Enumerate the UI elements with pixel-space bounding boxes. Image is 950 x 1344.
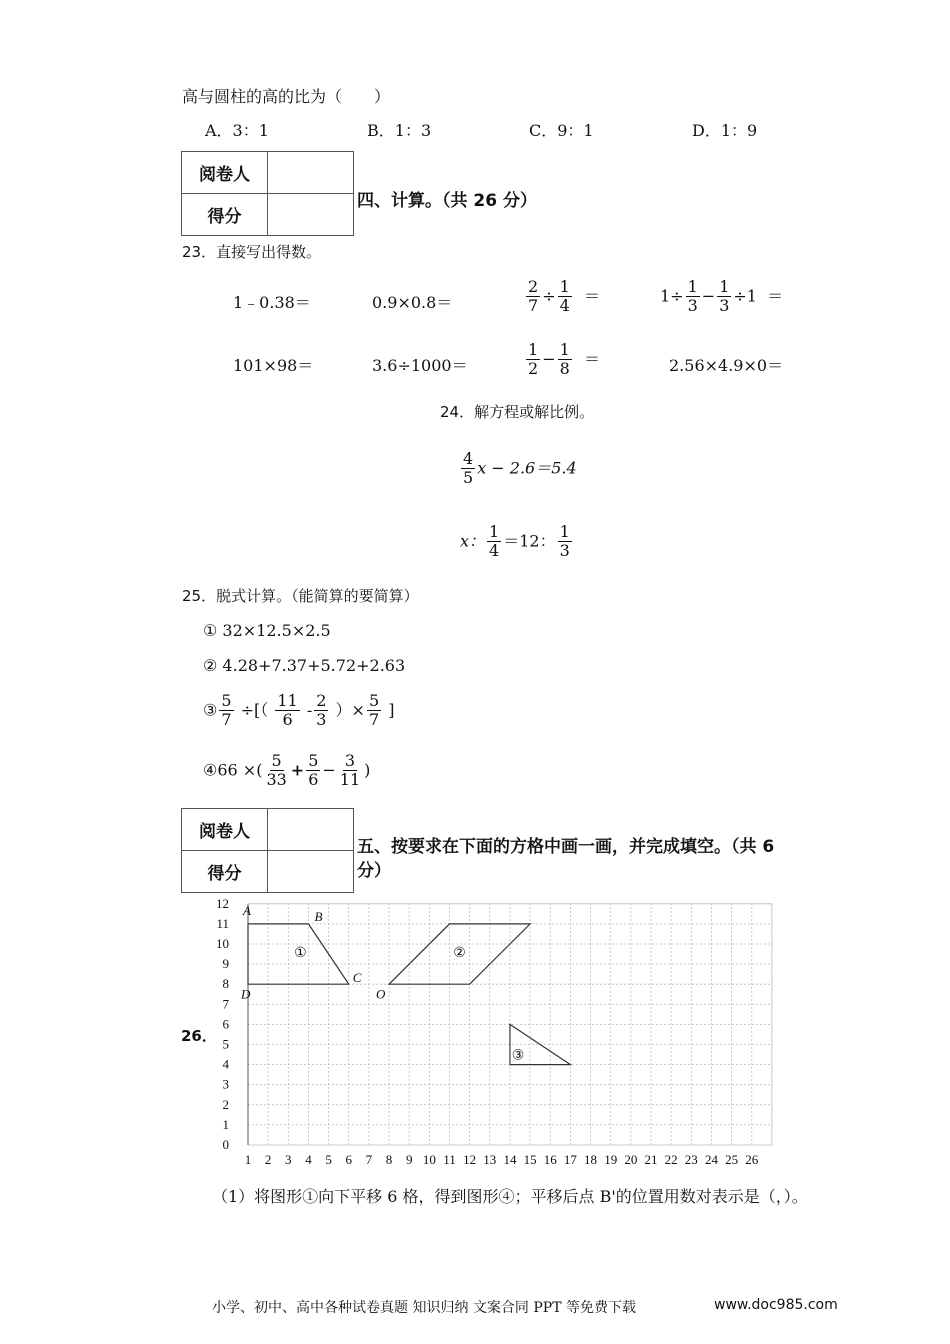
reviewer-cell[interactable] <box>268 152 354 194</box>
coordinate-grid <box>210 893 780 1173</box>
q22-option-d: D．1：9 <box>692 121 758 140</box>
x-tick-label: 22 <box>664 1152 678 1167</box>
x-tick-label: 10 <box>422 1152 436 1167</box>
y-tick-label: 9 <box>222 956 229 972</box>
x-tick-label: 18 <box>584 1152 598 1167</box>
q23-r1c2: 0.9×0.8＝ <box>372 293 453 312</box>
y-tick-label: 12 <box>216 895 229 911</box>
q24-prompt: 24．解方程或解比例。 <box>440 403 595 421</box>
reviewer-label: 阅卷人 <box>182 152 268 194</box>
score-box-1 <box>181 151 354 236</box>
q25-item-1: ① 32×12.5×2.5 <box>203 621 331 640</box>
q22-stem: 高与圆柱的高的比为（ ） <box>182 87 391 106</box>
q25-prompt: 25．脱式计算。（能简算的要简算） <box>182 587 419 605</box>
y-tick-label: 8 <box>222 976 229 992</box>
q22-option-a: A．3：1 <box>205 121 269 140</box>
y-tick-label: 7 <box>222 996 229 1012</box>
q23-r2c3: $\frac{1}{2}$ − $\frac{1}{8}$ ＝ <box>528 340 600 379</box>
x-tick-label: 15 <box>523 1152 537 1167</box>
x-tick-label: 6 <box>345 1152 352 1167</box>
x-tick-label: 21 <box>644 1152 658 1167</box>
section4-title: 四、计算。（共 26 分） <box>357 191 537 211</box>
q23-r2c2: 3.6÷1000＝ <box>372 356 468 375</box>
q25-item-3: ③ $\frac{5}{7}$ ÷[（ $\frac{11}{6}$ - $\frac{2}{3}$ ）× $\frac{5}{7}$ ] <box>203 691 395 730</box>
q23-r1c4: 1÷ $\frac{1}{3}$ − $\frac{1}{3}$ ÷1 ＝ <box>660 277 784 316</box>
q26-number: 26． <box>181 1027 217 1045</box>
section5-title-line2: 分） <box>357 861 391 881</box>
x-tick-label: 8 <box>385 1152 393 1167</box>
y-tick-label: 0 <box>222 1137 229 1152</box>
y-tick-label: 6 <box>222 1016 229 1032</box>
q24-equation-1: $\frac{4}{5}$ x − 2.6＝5.4 <box>463 449 577 488</box>
y-tick-label: 2 <box>222 1096 229 1112</box>
score-cell[interactable] <box>268 851 354 893</box>
y-tick-label: 5 <box>222 1036 229 1052</box>
x-tick-label: 24 <box>704 1152 718 1167</box>
y-tick-label: 4 <box>222 1056 229 1072</box>
x-tick-label: 11 <box>443 1152 456 1167</box>
section5-title-line1: 五、按要求在下面的方格中画一画，并完成填空。（共 6 <box>357 837 775 857</box>
y-tick-label: 11 <box>216 915 229 931</box>
vertex-b-label: B <box>314 908 323 924</box>
x-tick-label: 13 <box>483 1152 497 1167</box>
x-tick-label: 26 <box>745 1152 759 1167</box>
score-label: 得分 <box>182 194 268 236</box>
x-tick-label: 12 <box>463 1152 477 1167</box>
shape-1-label: ① <box>294 946 307 962</box>
score-box-2 <box>181 808 354 893</box>
y-tick-label: 1 <box>222 1116 229 1132</box>
q22-option-c: C．9：1 <box>529 121 594 140</box>
q23-r2c4: 2.56×4.9×0＝ <box>669 356 784 375</box>
q26-sub1: （1）将图形①向下平移 6 格，得到图形④；平移后点 B'的位置用数对表示是（，）。 <box>212 1187 808 1206</box>
q25-item-2: ② 4.28+7.37+5.72+2.63 <box>203 656 406 675</box>
q23-r1c1: 1﹣0.38＝ <box>233 293 311 312</box>
score-cell[interactable] <box>268 194 354 236</box>
x-tick-label: 17 <box>563 1152 577 1167</box>
reviewer-cell[interactable] <box>268 809 354 851</box>
q23-prompt: 23．直接写出得数。 <box>182 243 322 261</box>
x-tick-label: 7 <box>365 1152 373 1167</box>
x-tick-label: 5 <box>325 1152 332 1167</box>
x-tick-label: 16 <box>543 1152 557 1167</box>
q23-r1c3: $\frac{2}{7}$ ÷ $\frac{1}{4}$ ＝ <box>528 277 600 316</box>
vertex-d-label: D <box>240 986 251 1002</box>
footer-url[interactable]: www.doc985.com <box>714 1297 838 1313</box>
y-tick-label: 10 <box>216 936 229 951</box>
q23-r2c1: 101×98＝ <box>233 356 314 375</box>
shape-2-label: ② <box>453 946 466 962</box>
q22-option-b: B．1：3 <box>367 121 432 140</box>
reviewer-label: 阅卷人 <box>182 809 268 851</box>
x-tick-label: 14 <box>503 1152 517 1167</box>
x-tick-label: 9 <box>405 1152 413 1167</box>
x-tick-label: 23 <box>684 1152 698 1167</box>
x-tick-label: 3 <box>285 1152 292 1167</box>
vertex-a-label: A <box>242 902 251 918</box>
x-tick-label: 4 <box>305 1152 312 1167</box>
x-tick-label: 19 <box>604 1152 618 1167</box>
q24-equation-2: x： $\frac{1}{4}$ ＝12： $\frac{1}{3}$ <box>460 522 570 561</box>
x-tick-label: 20 <box>624 1152 638 1167</box>
x-tick-label: 1 <box>244 1152 252 1167</box>
shape-3-label: ③ <box>511 1048 525 1064</box>
vertex-o-label: O <box>375 986 386 1002</box>
x-tick-label: 25 <box>725 1152 739 1167</box>
q25-item-4: ④66 ×( $\frac{5}{33}$ + $\frac{5}{6}$ − $\frac{3}{11}$ ) <box>203 751 371 790</box>
score-label: 得分 <box>182 851 268 893</box>
x-tick-label: 2 <box>264 1152 272 1167</box>
vertex-c-label: C <box>352 970 362 986</box>
y-tick-label: 3 <box>222 1076 229 1092</box>
footer-text: 小学、初中、高中各种试卷真题 知识归纳 文案合同 PPT 等免费下载 <box>212 1300 636 1316</box>
